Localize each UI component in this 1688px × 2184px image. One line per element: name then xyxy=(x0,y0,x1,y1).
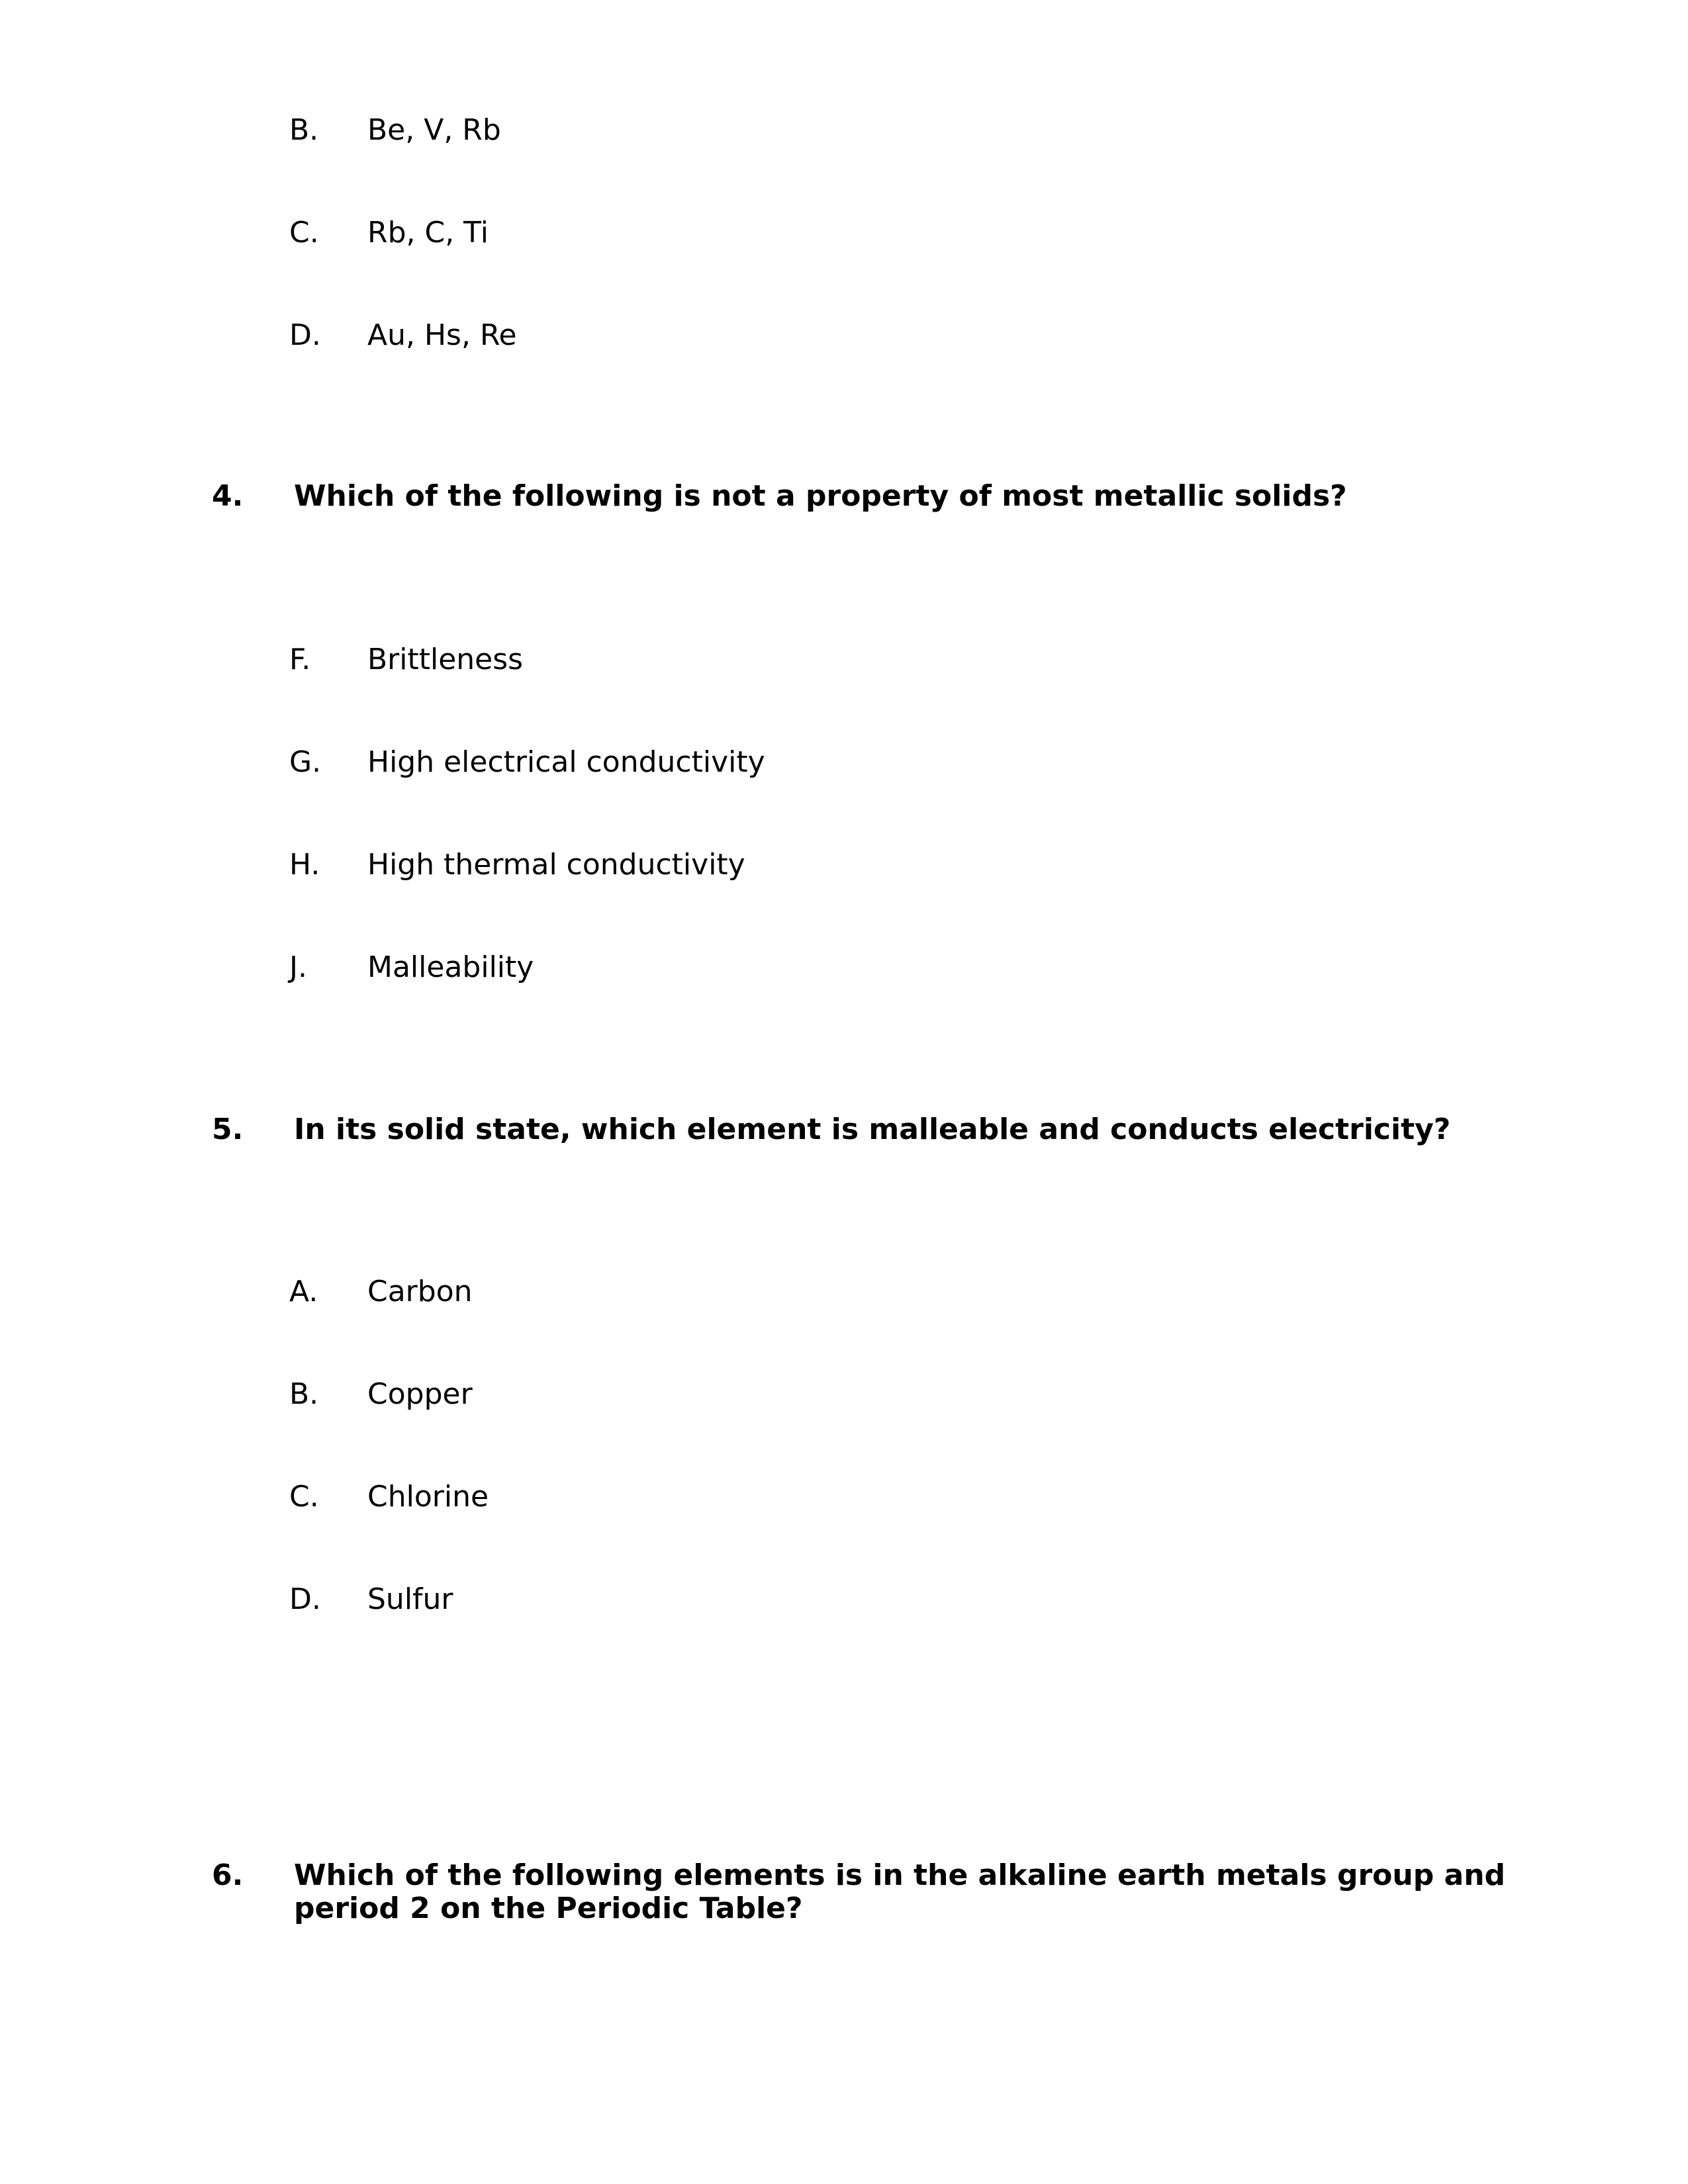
choice-text: Copper xyxy=(367,1377,473,1411)
choice-letter: H. xyxy=(289,848,320,882)
question-text: In its solid state, which element is malleable and conducts electricity? xyxy=(294,1113,1451,1146)
choice-text: Carbon xyxy=(367,1275,473,1308)
question-text-line-2: period 2 on the Periodic Table? xyxy=(294,1891,803,1925)
choice-text: Rb, C, Ti xyxy=(367,216,489,250)
question-number: 4. xyxy=(212,479,244,513)
choice-letter: D. xyxy=(289,1582,321,1616)
question-number: 5. xyxy=(212,1113,244,1146)
choice-text: Brittleness xyxy=(367,643,524,676)
choice-letter: C. xyxy=(289,1480,319,1514)
question-text-line-1: Which of the following elements is in the alkaline earth metals group and xyxy=(294,1858,1506,1892)
choice-text: Malleability xyxy=(367,950,534,984)
choice-text: Sulfur xyxy=(367,1582,453,1616)
choice-letter: A. xyxy=(289,1275,318,1308)
choice-letter: F. xyxy=(289,643,311,676)
choice-text: Be, V, Rb xyxy=(367,113,501,147)
choice-letter: B. xyxy=(289,1377,319,1411)
choice-letter: B. xyxy=(289,113,319,147)
choice-text: High electrical conductivity xyxy=(367,745,765,779)
choice-letter: J. xyxy=(289,950,307,984)
question-text xyxy=(294,1859,1552,1925)
choice-letter: G. xyxy=(289,745,322,779)
choice-text: Au, Hs, Re xyxy=(367,318,517,352)
choice-letter: C. xyxy=(289,216,319,250)
choice-text: High thermal conductivity xyxy=(367,848,745,882)
question-text: Which of the following is not a property of most metallic solids? xyxy=(294,479,1347,513)
choice-letter: D. xyxy=(289,318,321,352)
question-number: 6. xyxy=(212,1858,244,1892)
choice-text: Chlorine xyxy=(367,1480,489,1514)
